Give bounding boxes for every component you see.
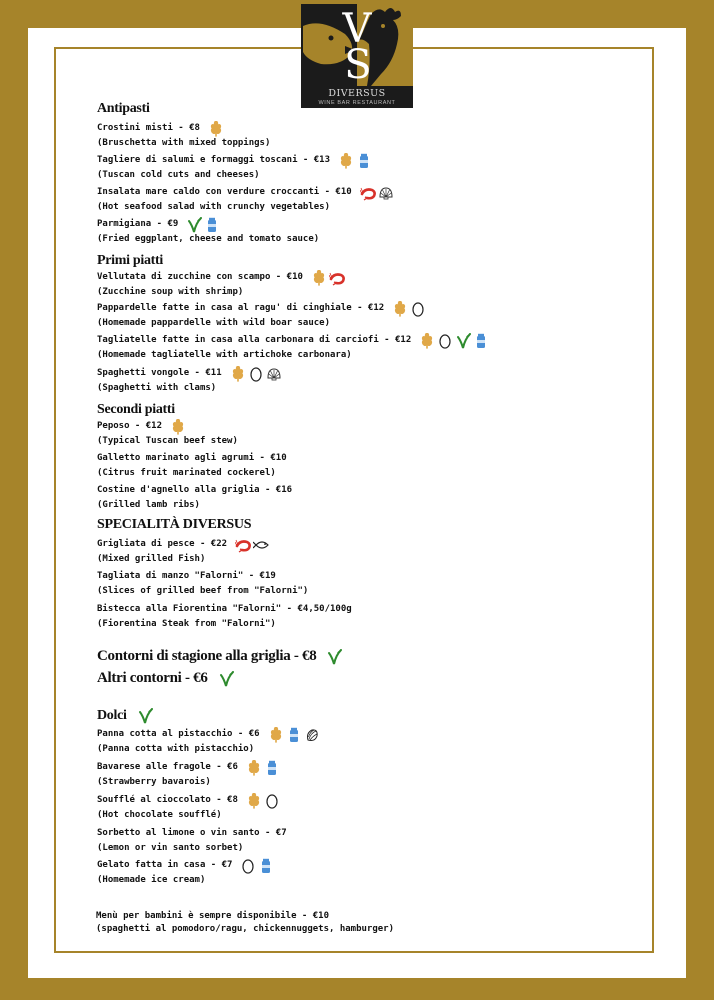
item-translation: (Homemade tagliatelle with artichoke carbonara): [97, 350, 352, 360]
vegetarian-icon: [186, 217, 202, 233]
vegetarian-icon: [455, 333, 471, 349]
item-translation: (Typical Tuscan beef stew): [97, 436, 238, 446]
item-translation: (Homemade pappardelle with wild boar sauce): [97, 318, 330, 328]
dessert-item: [97, 858, 274, 888]
milk-icon: [286, 727, 302, 743]
side-dish-heading: Altri contorni - €6: [97, 670, 234, 687]
item-allergen-icons: [186, 217, 220, 233]
egg-icon: [410, 301, 426, 317]
menu-item: [97, 121, 270, 151]
wheat-icon: [170, 419, 186, 435]
milk-icon: [204, 217, 220, 233]
item-name-price: Sorbetto al limone o vin santo - €7: [97, 828, 287, 838]
item-name-price: Vellutata di zucchine con scampo - €10: [97, 272, 303, 282]
item-allergen-icons: [360, 185, 394, 201]
wheat-icon: [230, 366, 246, 382]
menu-item: [97, 301, 426, 331]
item-name-price: Crostini misti - €8: [97, 123, 200, 133]
item-translation: (Mixed grilled Fish): [97, 554, 206, 564]
item-name-price: Panna cotta al pistacchio - €6: [97, 729, 260, 739]
section-title: Primi piatti: [97, 253, 163, 268]
vegetarian-icon: [218, 671, 234, 687]
wheat-icon: [419, 333, 435, 349]
menu-item: [97, 366, 282, 396]
item-translation: (Strawberry bavarois): [97, 777, 211, 787]
kids-menu-line1: Menù per bambini è sempre disponibile - €10: [96, 911, 329, 921]
shell-icon: [266, 366, 282, 382]
item-allergen-icons: [311, 270, 345, 286]
egg-icon: [248, 366, 264, 382]
wheat-icon: [338, 153, 354, 169]
item-allergen-icons: [246, 793, 280, 809]
nut-icon: [304, 727, 320, 743]
item-translation: (Fried eggplant, cheese and tomato sauce): [97, 234, 320, 244]
item-name-price: Gelato fatta in casa - €7: [97, 860, 233, 870]
item-name-price: Tagliatelle fatte in casa alla carbonara di carciofi - €12: [97, 335, 412, 345]
kids-menu-line2: (spaghetti al pomodoro/ragu, chickennuggets, hamburger): [96, 924, 395, 934]
milk-icon: [473, 333, 489, 349]
item-translation: (Fiorentina Steak from "Falorni"): [97, 619, 276, 629]
shrimp-icon: [329, 270, 345, 286]
item-translation: (Zucchine soup with shrimp): [97, 287, 244, 297]
wheat-icon: [208, 121, 224, 137]
section-title: Dolci: [97, 708, 153, 724]
menu-item: [97, 537, 269, 567]
menu-item: [97, 419, 238, 449]
item-name-price: Parmigiana - €9: [97, 219, 179, 229]
item-translation: (Slices of grilled beef from "Falorni"): [97, 586, 309, 596]
shell-icon: [378, 185, 394, 201]
item-allergen-icons: [230, 366, 282, 382]
item-allergen-icons: [246, 760, 280, 776]
dessert-item: [97, 760, 280, 790]
item-allergen-icons: [268, 727, 320, 743]
brand-logo: [301, 4, 413, 108]
item-allergen-icons: [170, 419, 186, 435]
milk-icon: [356, 153, 372, 169]
wheat-icon: [392, 301, 408, 317]
fish-rooster-monogram: [301, 4, 413, 86]
item-name-price: Bavarese alle fragole - €6: [97, 762, 238, 772]
item-translation: (Lemon or vin santo sorbet): [97, 843, 244, 853]
item-name-price: Spaghetti vongole - €11: [97, 368, 222, 378]
dolci-allergen-icons: [137, 708, 153, 724]
menu-item: [97, 602, 352, 632]
egg-icon: [240, 858, 256, 874]
item-allergen-icons: [392, 301, 426, 317]
egg-icon: [264, 793, 280, 809]
section-title: Antipasti: [97, 101, 150, 116]
menu-item: [97, 569, 308, 599]
menu-item: [97, 185, 394, 215]
menu-item: [97, 451, 287, 481]
wheat-icon: [268, 727, 284, 743]
item-name-price: Galletto marinato agli agrumi - €10: [97, 453, 287, 463]
shrimp-icon: [360, 185, 376, 201]
vegetarian-icon: [326, 649, 342, 665]
dessert-item: [97, 727, 320, 757]
wheat-icon: [246, 760, 262, 776]
shrimp-icon: [235, 537, 251, 553]
menu-item: [97, 483, 292, 513]
item-translation: (Citrus fruit marinated cockerel): [97, 468, 276, 478]
menu-item: [97, 333, 489, 363]
item-name-price: Tagliata di manzo "Falorni" - €19: [97, 571, 276, 581]
item-name-price: Costine d'agnello alla griglia - €16: [97, 485, 293, 495]
wheat-icon: [311, 270, 327, 286]
item-translation: (Tuscan cold cuts and cheeses): [97, 170, 260, 180]
item-translation: (Spaghetti with clams): [97, 383, 217, 393]
kids-menu-note: [96, 910, 394, 936]
item-name-price: Pappardelle fatte in casa al ragu' di cinghiale - €12: [97, 303, 385, 313]
vegetarian-icon: [137, 708, 153, 724]
egg-icon: [437, 333, 453, 349]
item-allergen-icons: [338, 153, 372, 169]
side-dish-heading: Contorni di stagione alla griglia - €8: [97, 648, 342, 665]
section-title: Secondi piatti: [97, 402, 175, 417]
fish-icon: [253, 537, 269, 553]
item-translation: (Homemade ice cream): [97, 875, 206, 885]
item-name-price: Peposo - €12: [97, 421, 163, 431]
item-allergen-icons: [208, 121, 224, 137]
item-allergen-icons: [240, 858, 274, 874]
brand-name: DIVERSUS: [328, 88, 386, 99]
item-allergen-icons: [419, 333, 489, 349]
item-name-price: Soufflé al cioccolato - €8: [97, 795, 238, 805]
item-name-price: Tagliere di salumi e formaggi toscani - €13: [97, 155, 330, 165]
svg-text:V: V: [342, 6, 372, 52]
section-title: SPECIALITÀ DIVERSUS: [97, 517, 252, 532]
svg-text:S: S: [344, 42, 372, 86]
item-name-price: Insalata mare caldo con verdure croccanti - €10: [97, 187, 352, 197]
item-name-price: Bistecca alla Fiorentina "Falorni" - €4,50/100g: [97, 604, 352, 614]
item-translation: (Hot seafood salad with crunchy vegetables): [97, 202, 330, 212]
dessert-item: [97, 826, 287, 856]
side-allergen-icons: [326, 649, 342, 665]
menu-item: [97, 153, 372, 183]
dessert-item: [97, 793, 280, 823]
item-name-price: Grigliata di pesce - €22: [97, 539, 228, 549]
wheat-icon: [246, 793, 262, 809]
milk-icon: [258, 858, 274, 874]
item-translation: (Grilled lamb ribs): [97, 500, 200, 510]
brand-subtitle: WINE BAR RESTAURANT: [318, 100, 396, 106]
menu-item: [97, 217, 319, 247]
item-translation: (Panna cotta with pistacchio): [97, 744, 255, 754]
menu-item: [97, 270, 345, 300]
side-allergen-icons: [218, 671, 234, 687]
item-allergen-icons: [235, 537, 269, 553]
item-translation: (Bruschetta with mixed toppings): [97, 138, 271, 148]
item-translation: (Hot chocolate soufflé): [97, 810, 222, 820]
milk-icon: [264, 760, 280, 776]
